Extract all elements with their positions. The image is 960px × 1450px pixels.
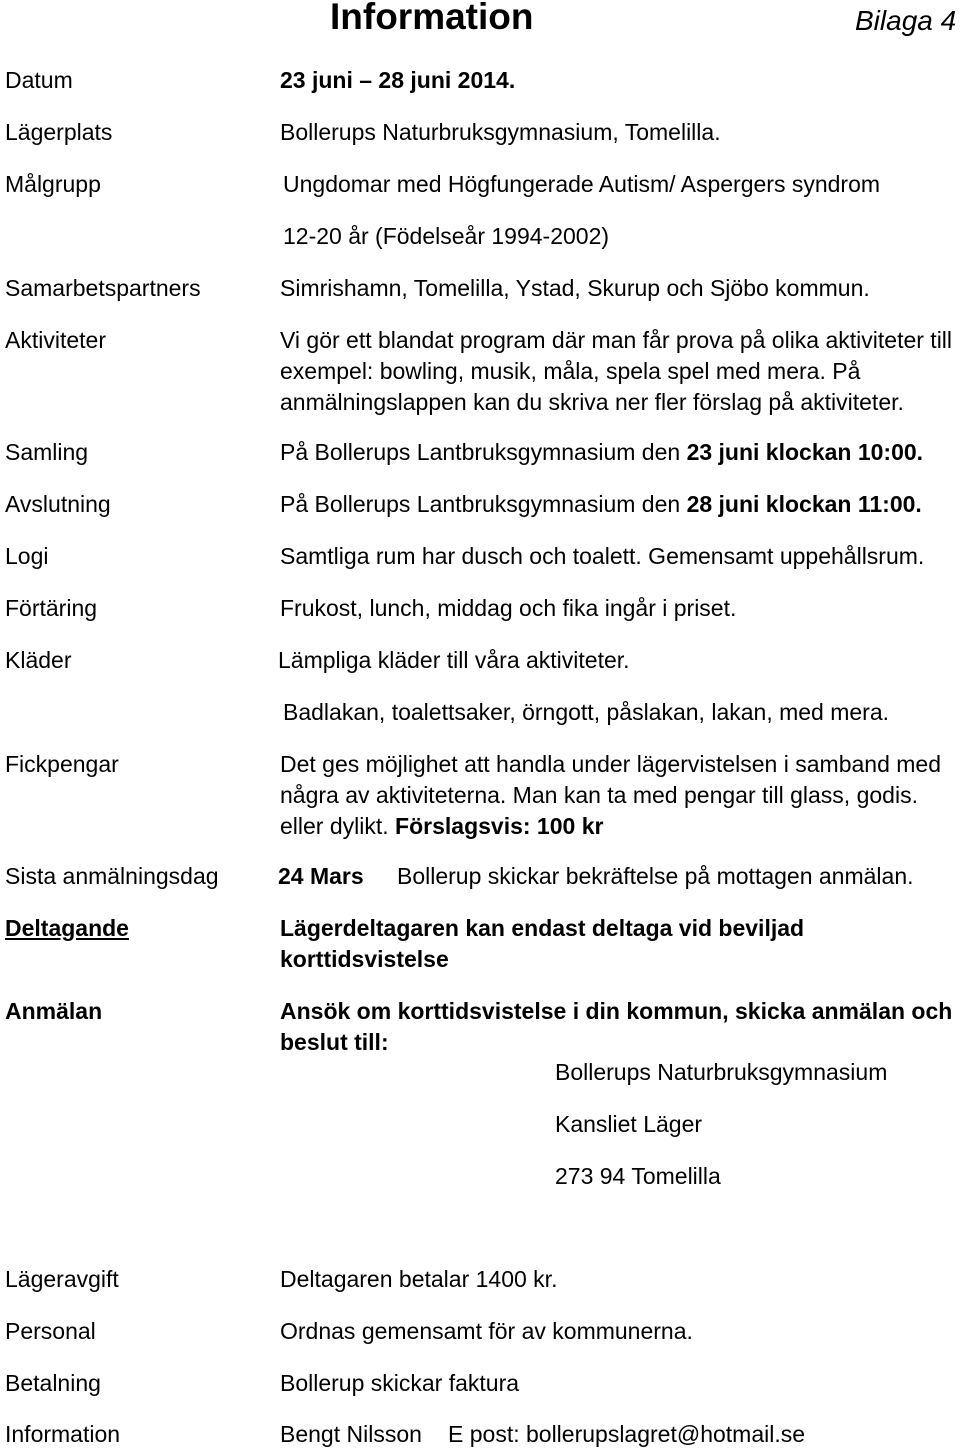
deltagande-line: Lägerdeltagaren kan endast deltaga vid beviljad	[280, 914, 805, 941]
avslutning-text: På Bollerups Lantbruksgymnasium den	[280, 490, 687, 517]
samling-text: På Bollerups Lantbruksgymnasium den	[280, 438, 687, 465]
personal-value: Ordnas gemensamt för av kommunerna.	[280, 1317, 693, 1344]
aktiviteter-line: Vi gör ett blandat program där man får prova på olika aktiviteter till	[280, 326, 953, 353]
datum-label: Datum	[5, 66, 73, 93]
deltagande-line: korttidsvistelse	[280, 945, 449, 972]
malgrupp-age: 12-20 år (Födelseår 1994-2002)	[283, 222, 610, 249]
deltagande-label: Deltagande	[5, 914, 129, 941]
fickpengar-last-text: eller dylikt.	[280, 812, 396, 839]
samling-time: 23 juni klockan 10:00.	[686, 438, 924, 465]
address-line: Kansliet Läger	[555, 1110, 703, 1137]
klader-label: Kläder	[5, 646, 72, 673]
address-line: 273 94 Tomelilla	[555, 1162, 721, 1189]
sista-anmalningsdag-label: Sista anmälningsdag	[5, 862, 219, 889]
anmalan-line: Ansök om korttidsvistelse i din kommun, skicka anmälan och	[280, 997, 953, 1024]
aktiviteter-label: Aktiviteter	[5, 326, 106, 353]
fickpengar-line	[280, 811, 603, 842]
aktiviteter-line: exempel: bowling, musik, måla, spela spel med mera. På	[280, 357, 861, 384]
anmalan-label: Anmälan	[5, 997, 103, 1024]
samling-label: Samling	[5, 438, 89, 465]
logi-value: Samtliga rum har dusch och toalett. Gemensamt uppehållsrum.	[280, 542, 925, 569]
fickpengar-line: Det ges möjlighet att handla under lägervistelsen i samband med	[280, 750, 941, 777]
avslutning-value	[280, 489, 922, 520]
information-label: Information	[5, 1420, 121, 1447]
sista-anmalningsdag-note: Bollerup skickar bekräftelse på mottagen anmälan.	[397, 862, 914, 889]
betalning-label: Betalning	[5, 1369, 101, 1396]
lageravgift-value: Deltagaren betalar 1400 kr.	[280, 1265, 558, 1292]
malgrupp-value: Ungdomar med Högfungerade Autism/ Aspergers syndrom	[283, 170, 881, 197]
samling-value	[280, 437, 923, 468]
fickpengar-label: Fickpengar	[5, 750, 119, 777]
document-title: Information	[330, 0, 534, 37]
klader-extra: Badlakan, toalettsaker, örngott, påslakan, lakan, med mera.	[283, 698, 890, 725]
avslutning-label: Avslutning	[5, 490, 111, 517]
personal-label: Personal	[5, 1317, 96, 1344]
fortaring-value: Frukost, lunch, middag och fika ingår i priset.	[280, 594, 737, 621]
samarbetspartners-value: Simrishamn, Tomelilla, Ystad, Skurup och Sjöbo kommun.	[280, 274, 870, 301]
anmalan-line: beslut till:	[280, 1028, 389, 1055]
lageravgift-label: Lägeravgift	[5, 1265, 119, 1292]
fickpengar-suggestion: Förslagsvis: 100 kr	[395, 812, 604, 839]
malgrupp-label: Målgrupp	[5, 170, 101, 197]
logi-label: Logi	[5, 542, 49, 569]
samarbetspartners-label: Samarbetspartners	[5, 274, 201, 301]
lagerplats-label: Lägerplats	[5, 118, 113, 145]
klader-value: Lämpliga kläder till våra aktiviteter.	[278, 646, 630, 673]
address-line: Bollerups Naturbruksgymnasium	[555, 1058, 888, 1085]
avslutning-time: 28 juni klockan 11:00.	[686, 490, 922, 517]
datum-value: 23 juni – 28 juni 2014.	[280, 66, 516, 93]
aktiviteter-line: anmälningslappen kan du skriva ner fler förslag på aktiviteter.	[280, 388, 904, 415]
betalning-value: Bollerup skickar faktura	[280, 1369, 520, 1396]
lagerplats-value: Bollerups Naturbruksgymnasium, Tomelilla.	[280, 118, 721, 145]
fickpengar-line: några av aktiviteterna. Man kan ta med pengar till glass, godis.	[280, 781, 918, 808]
contact-name: Bengt Nilsson	[280, 1420, 422, 1447]
sista-anmalningsdag-date: 24 Mars	[278, 862, 364, 889]
fortaring-label: Förtäring	[5, 594, 98, 621]
appendix-label: Bilaga 4	[855, 5, 957, 36]
contact-email: E post: bollerupslagret@hotmail.se	[448, 1420, 806, 1447]
